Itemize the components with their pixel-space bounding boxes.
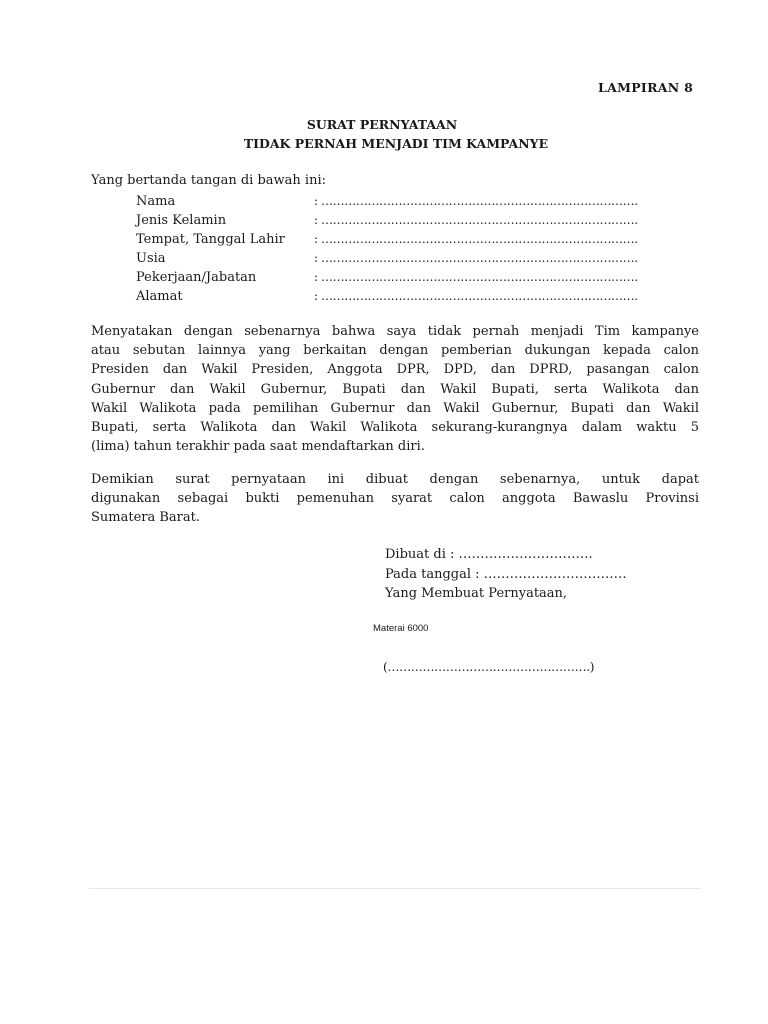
field-row-usia <box>136 249 638 268</box>
paragraph-line: Bupati, serta Walikota dan Wakil Walikota sekurang-kurangnya dalam waktu 5 <box>91 420 699 436</box>
paragraph-line: (lima) tahun terakhir pada saat mendaftarkan diri. <box>91 439 425 455</box>
field-label: Usia <box>136 251 166 266</box>
closing-paragraph <box>91 470 699 528</box>
place-made-line: Dibuat di : …………………………. <box>385 547 593 562</box>
attachment-label: LAMPIRAN 8 <box>598 80 694 95</box>
paragraph-line: Menyatakan dengan sebenarnya bahwa saya tidak pernah menjadi Tim kampanye <box>91 324 699 339</box>
paragraph-line: Presiden dan Wakil Presiden, Anggota DPR, DPD, dan DPRD, pasangan calon <box>91 362 699 378</box>
field-row-alamat <box>136 287 638 306</box>
paragraph-line: atau sebutan lainnya yang berkaitan dengan pemberian dukungan kepada calon <box>91 343 699 359</box>
field-value: : ………………………………………………………………………. <box>314 213 638 227</box>
signatory-name-line: (…………………………………………….) <box>383 660 595 674</box>
signature-block <box>385 545 627 604</box>
intro-text: Yang bertanda tangan di bawah ini: <box>91 173 326 188</box>
stamp-duty-note: Materai 6000 <box>373 623 429 634</box>
identity-fields <box>136 192 638 306</box>
date-made-line: Pada tanggal : …………………………… <box>385 566 627 582</box>
paragraph-line: Wakil Walikota pada pemilihan Gubernur dan Wakil Gubernur, Bupati dan Wakil <box>91 400 699 416</box>
field-label: Alamat <box>136 289 183 304</box>
field-label: Tempat, Tanggal Lahir <box>136 232 285 247</box>
document-title: SURAT PERNYATAAN <box>306 117 458 132</box>
signatory-label: Yang Membuat Pernyataan, <box>385 586 568 601</box>
field-value: : ………………………………………………………………………. <box>314 251 638 265</box>
paragraph-line: digunakan sebagai bukti pemenuhan syarat calon anggota Bawaslu Provinsi <box>91 491 699 507</box>
field-row-jenis-kelamin <box>136 211 638 230</box>
field-value: : ………………………………………………………………………. <box>314 232 638 246</box>
field-value: : ………………………………………………………………………. <box>314 289 638 303</box>
field-value: : ………………………………………………………………………. <box>314 270 638 284</box>
field-label: Pekerjaan/Jabatan <box>136 270 257 285</box>
statement-paragraph <box>91 322 699 456</box>
field-row-pekerjaan <box>136 268 638 287</box>
paragraph-line: Gubernur dan Wakil Gubernur, Bupati dan Wakil Bupati, serta Walikota dan <box>91 381 699 397</box>
document-subtitle: TIDAK PERNAH MENJADI TIM KAMPANYE <box>243 136 549 151</box>
field-value: : ………………………………………………………………………. <box>314 194 638 208</box>
field-row-nama <box>136 192 638 211</box>
page-divider <box>89 888 701 889</box>
paragraph-line: Demikian surat pernyataan ini dibuat dengan sebenarnya, untuk dapat <box>91 472 699 487</box>
field-row-tempat-tanggal-lahir <box>136 230 638 249</box>
field-label: Jenis Kelamin <box>136 213 227 228</box>
paragraph-line: Sumatera Barat. <box>91 510 200 526</box>
field-label: Nama <box>136 194 176 209</box>
